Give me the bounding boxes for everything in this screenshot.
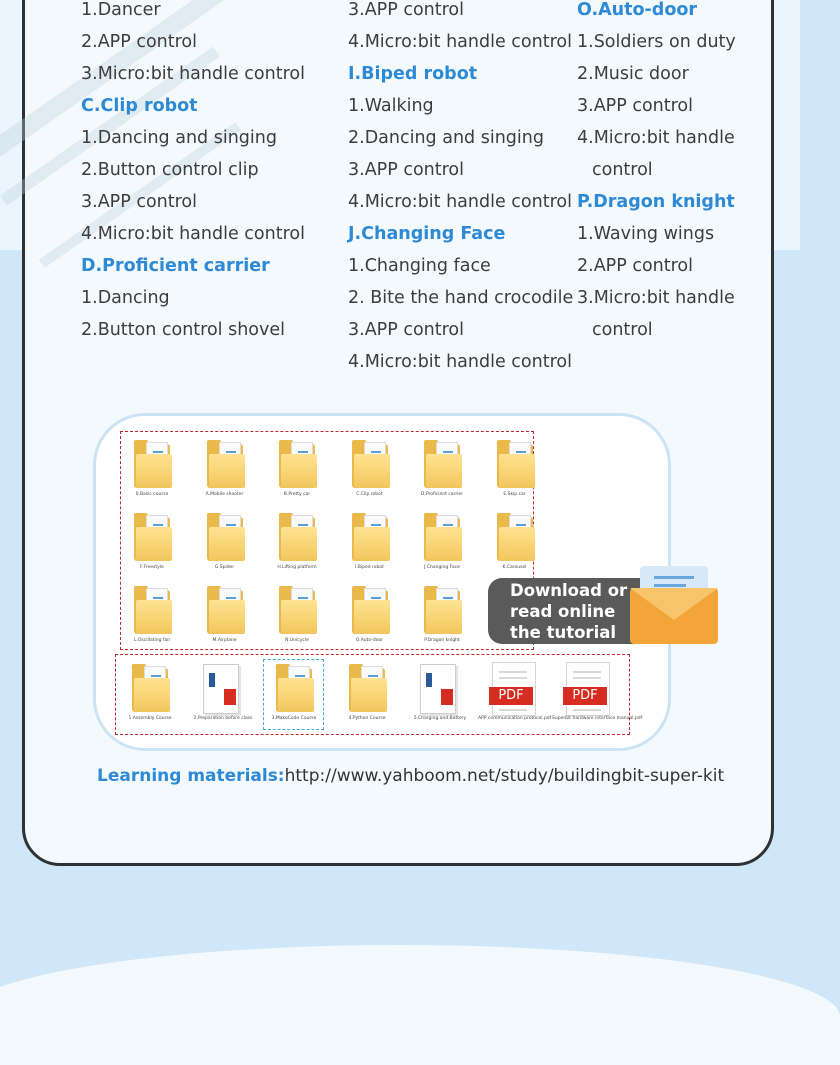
folder-caption: K.Carousel [502, 565, 527, 570]
learning-materials-url[interactable]: http://www.yahboom.net/study/buildingbit-super-kit [284, 766, 725, 786]
folder-icon[interactable] [340, 509, 400, 575]
folder-icon[interactable] [412, 436, 472, 502]
folder-caption: M.Airplane [212, 638, 237, 643]
list-item: 3.Micro:bit handle control [81, 64, 305, 84]
document-icon[interactable] [193, 660, 253, 726]
folder-icon[interactable] [122, 509, 182, 575]
folder-caption: E.Skip car [503, 492, 526, 497]
folder-caption: O.Auto-door [355, 638, 384, 643]
folder-caption: A.Mobile shooter [205, 492, 244, 497]
folder-caption: H.Lifting platform [277, 565, 317, 570]
folder-icon[interactable] [264, 660, 324, 726]
list-item: 1.Soldiers on duty [577, 32, 736, 52]
list-item: 1.Walking [348, 96, 434, 116]
file-caption: Superbit hardware interface manual.pdf [552, 716, 643, 721]
list-item: 3.Micro:bit handle [577, 288, 735, 308]
section-heading: C.Clip robot [81, 96, 198, 116]
section-heading: O.Auto-door [577, 0, 697, 20]
list-item: 4.Micro:bit handle [577, 128, 735, 148]
list-item: 3.APP control [81, 192, 197, 212]
envelope-icon [630, 570, 718, 644]
section-heading: J.Changing Face [348, 224, 506, 244]
list-item: 2.Music door [577, 64, 689, 84]
list-item: 1.Dancer [81, 0, 161, 20]
file-caption: 2.Preparation before class [193, 716, 253, 721]
pdf-icon[interactable] [552, 660, 643, 726]
list-item: 4.Micro:bit handle control [81, 224, 305, 244]
list-item: 2.Button control shovel [81, 320, 286, 340]
folder-caption: B.Pretty car [283, 492, 311, 497]
folder-caption: L.Oscillating fan [133, 638, 171, 643]
folder-icon[interactable] [267, 509, 327, 575]
learning-materials-link[interactable] [97, 766, 724, 786]
folder-caption: F.Freestyle [140, 565, 164, 570]
folder-icon[interactable] [122, 436, 182, 502]
pdf-label: PDF [489, 687, 533, 705]
background-cloud [0, 945, 840, 1065]
folder-icon[interactable] [485, 509, 545, 575]
folder-icon[interactable] [195, 582, 255, 648]
folder-caption: J.Changing Face [424, 565, 460, 570]
list-item: 3.APP control [348, 160, 464, 180]
download-line-1: Download or [510, 581, 628, 600]
document-icon[interactable] [410, 660, 470, 726]
folder-caption: P.Dragon knight [424, 638, 460, 643]
section-heading: P.Dragon knight [577, 192, 735, 212]
list-item: control [592, 320, 653, 340]
folder-icon[interactable] [485, 436, 545, 502]
folder-caption: N.Unicycle [285, 638, 309, 643]
folder-icon[interactable] [195, 436, 255, 502]
folder-caption: D.Proficient carrier [420, 492, 464, 497]
folder-caption: G.Spider [214, 565, 235, 570]
folder-icon[interactable] [267, 582, 327, 648]
folder-icon[interactable] [120, 660, 180, 726]
file-caption: 4.Python Course [348, 716, 386, 721]
pdf-label: PDF [563, 687, 607, 705]
list-item: 1.Dancing [81, 288, 170, 308]
list-item: 2.Dancing and singing [348, 128, 544, 148]
list-item: 4.Micro:bit handle control [348, 192, 572, 212]
list-item: 4.Micro:bit handle control [348, 32, 572, 52]
folder-icon[interactable] [340, 582, 400, 648]
list-item: 2. Bite the hand crocodile [348, 288, 574, 308]
download-line-3: the tutorial [510, 623, 617, 642]
file-caption: 5.Charging and Battery [413, 716, 467, 721]
file-caption: APP communication protocol.pdf [478, 716, 552, 721]
list-item: 1.Dancing and singing [81, 128, 277, 148]
pdf-icon[interactable] [478, 660, 552, 726]
folder-icon[interactable] [122, 582, 182, 648]
list-item: 4.Micro:bit handle control [348, 352, 572, 372]
file-caption: 3.MakeCode Course [271, 716, 317, 721]
list-item: 1.Waving wings [577, 224, 715, 244]
list-item: 2.APP control [577, 256, 693, 276]
download-line-2: read online [510, 602, 616, 621]
folder-icon[interactable] [412, 582, 472, 648]
file-caption: 1.Assembly Course [128, 716, 172, 721]
section-heading: I.Biped robot [348, 64, 478, 84]
list-item: 1.Changing face [348, 256, 491, 276]
folder-icon[interactable] [340, 436, 400, 502]
folder-icon[interactable] [195, 509, 255, 575]
download-tutorial-button[interactable] [488, 578, 648, 644]
list-item: 3.APP control [348, 320, 464, 340]
learning-materials-label: Learning materials: [97, 766, 285, 786]
list-item: 3.APP control [348, 0, 464, 20]
list-item: 3.APP control [577, 96, 693, 116]
list-item: 2.Button control clip [81, 160, 259, 180]
folder-icon[interactable] [337, 660, 397, 726]
list-item: control [592, 160, 653, 180]
folder-icon[interactable] [267, 436, 327, 502]
folder-icon[interactable] [412, 509, 472, 575]
folder-caption: C.Clip robot [356, 492, 383, 497]
list-item: 2.APP control [81, 32, 197, 52]
section-heading: D.Proficient carrier [81, 256, 270, 276]
folder-caption: 0.Basic course [135, 492, 169, 497]
folder-caption: I.Biped robot [355, 565, 384, 570]
